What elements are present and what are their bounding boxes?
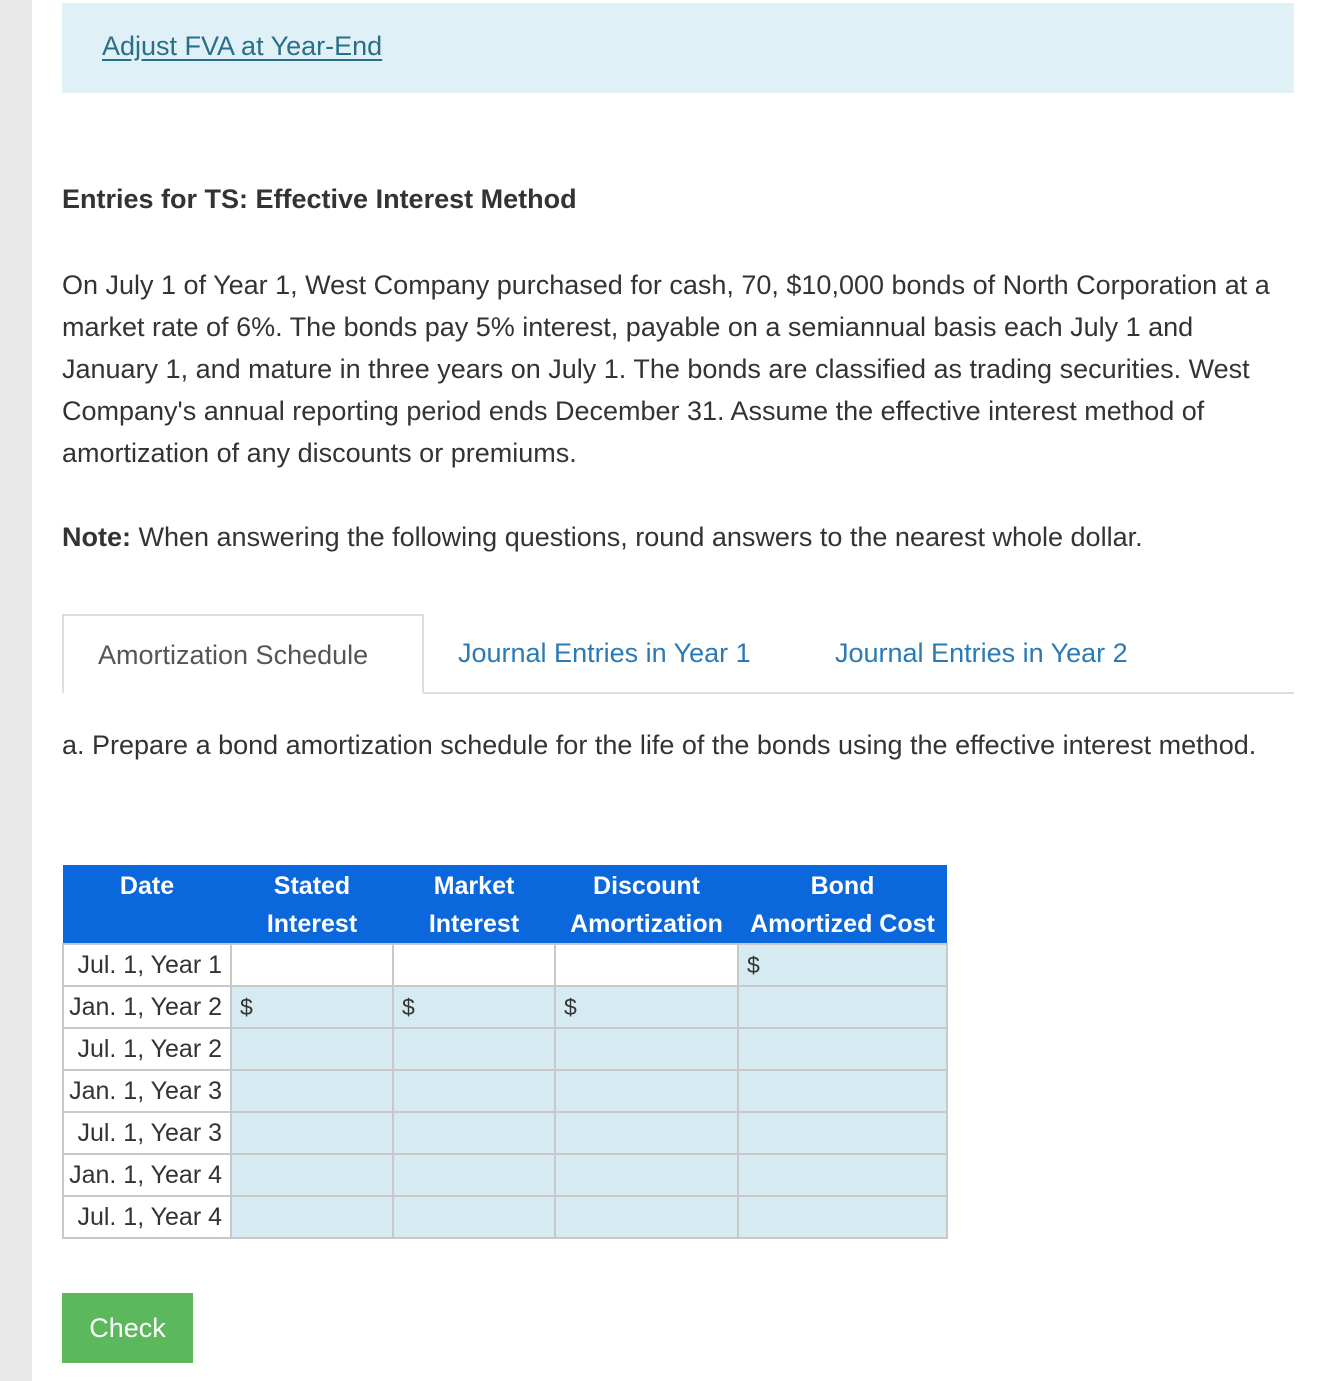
tab-journal-entries-year-2[interactable]: Journal Entries in Year 2 xyxy=(835,638,1128,668)
discount-amortization-input[interactable] xyxy=(555,1070,738,1112)
discount-amortization-input[interactable] xyxy=(555,1196,738,1238)
header-stated-interest: Stated Interest xyxy=(231,865,393,944)
table-row xyxy=(63,1028,947,1070)
tab-amortization-schedule[interactable]: Amortization Schedule xyxy=(62,614,424,694)
header-date: Date xyxy=(63,865,231,944)
question-text: a. Prepare a bond amortization schedule for the life of the bonds using the effective interest method. xyxy=(62,730,1257,760)
amortized-cost-input[interactable] xyxy=(738,986,947,1028)
stated-interest-input[interactable] xyxy=(231,1070,393,1112)
amortized-cost-input[interactable] xyxy=(738,1112,947,1154)
row-date: Jan. 1, Year 4 xyxy=(63,1154,231,1196)
stated-interest-input[interactable] xyxy=(231,1112,393,1154)
table-row xyxy=(63,1112,947,1154)
adjust-fva-link[interactable]: Adjust FVA at Year-End xyxy=(102,31,383,61)
stated-interest-cell xyxy=(231,944,393,986)
market-interest-input[interactable] xyxy=(393,1070,555,1112)
dollar-sign: $ xyxy=(240,994,253,1020)
discount-amortization-cell xyxy=(555,944,738,986)
note xyxy=(62,516,1294,558)
check-button[interactable]: Check xyxy=(62,1293,193,1363)
table-row xyxy=(63,1154,947,1196)
table-row xyxy=(63,1196,947,1238)
row-date: Jan. 1, Year 2 xyxy=(63,986,231,1028)
stated-interest-input[interactable] xyxy=(231,1154,393,1196)
amortized-cost-input[interactable] xyxy=(738,1154,947,1196)
header-discount-amortization: Discount Amortization xyxy=(555,865,738,944)
header-market-interest: Market Interest xyxy=(393,865,555,944)
market-interest-input[interactable] xyxy=(393,1196,555,1238)
problem-text: On July 1 of Year 1, West Company purchased for cash, 70, $10,000 bonds of North Corporation at a market rate of 6%. The bonds pay 5% interest, payable on a semiannual basis each July 1 and January 1, and mature in three years on July 1. The bonds are classified as trading securities. West Company's annual reporting period ends December 31. Assume the effective interest method of amortization of any discounts or premiums. xyxy=(62,270,1270,468)
dollar-sign: $ xyxy=(747,952,760,978)
discount-amortization-input[interactable] xyxy=(555,1112,738,1154)
market-interest-input[interactable] xyxy=(393,1112,555,1154)
amortized-cost-input[interactable] xyxy=(738,944,947,986)
amortized-cost-input[interactable] xyxy=(738,1028,947,1070)
section-title: Entries for TS: Effective Interest Method xyxy=(62,184,577,214)
row-date: Jul. 1, Year 2 xyxy=(63,1028,231,1070)
tab-journal-entries-year-1[interactable]: Journal Entries in Year 1 xyxy=(458,638,751,668)
market-interest-cell xyxy=(393,944,555,986)
top-banner xyxy=(62,3,1294,93)
stated-interest-input[interactable] xyxy=(231,1028,393,1070)
table-row xyxy=(63,944,947,986)
market-interest-input[interactable] xyxy=(393,1028,555,1070)
row-date: Jul. 1, Year 3 xyxy=(63,1112,231,1154)
market-interest-input[interactable] xyxy=(393,1154,555,1196)
table-row xyxy=(63,1070,947,1112)
row-date: Jan. 1, Year 3 xyxy=(63,1070,231,1112)
discount-amortization-input[interactable] xyxy=(555,1028,738,1070)
stated-interest-input[interactable] xyxy=(231,986,393,1028)
note-label: Note: xyxy=(62,522,131,552)
discount-amortization-input[interactable] xyxy=(555,986,738,1028)
amortized-cost-input[interactable] xyxy=(738,1196,947,1238)
note-text: When answering the following questions, round answers to the nearest whole dollar. xyxy=(131,522,1143,552)
row-date: Jul. 1, Year 4 xyxy=(63,1196,231,1238)
discount-amortization-input[interactable] xyxy=(555,1154,738,1196)
dollar-sign: $ xyxy=(402,994,415,1020)
table-row xyxy=(63,986,947,1028)
tab-bar xyxy=(62,614,1294,694)
amortization-table xyxy=(62,865,948,1239)
header-bond-amortized-cost: Bond Amortized Cost xyxy=(738,865,947,944)
amortized-cost-input[interactable] xyxy=(738,1070,947,1112)
table-header-row xyxy=(63,865,947,944)
dollar-sign: $ xyxy=(564,994,577,1020)
row-date: Jul. 1, Year 1 xyxy=(63,944,231,986)
stated-interest-input[interactable] xyxy=(231,1196,393,1238)
market-interest-input[interactable] xyxy=(393,986,555,1028)
